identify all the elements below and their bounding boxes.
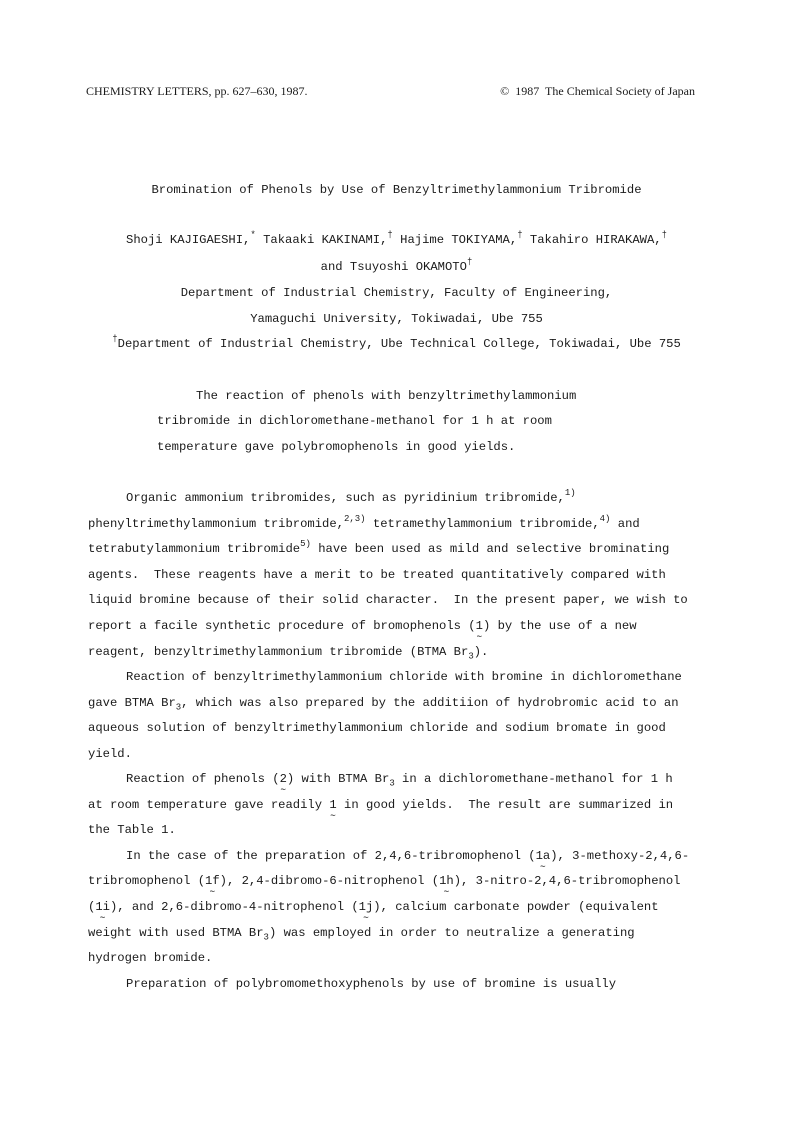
body-line (88, 926, 635, 943)
author-line-2 (0, 256, 793, 274)
compound-number: 1a ∼ (536, 849, 551, 863)
body-text: ) was employed in order to neutralize a generating (268, 926, 635, 940)
affiliation-1-line-1: Department of Industrial Chemistry, Faculty of Engineering, (180, 286, 613, 300)
body-line (88, 900, 659, 914)
affiliation-mark: † (517, 229, 523, 240)
body-line (88, 798, 673, 812)
body-text: ), 3-methoxy-2,4,6- (550, 849, 690, 863)
subscript: 3 (175, 702, 182, 713)
body-text: ( (88, 900, 96, 914)
body-text: Reaction of phenols ( (126, 772, 280, 786)
body-text: ), and 2,6-dibromo-4-nitrophenol ( (109, 900, 359, 914)
compound-number: 1h ∼ (439, 874, 454, 888)
author-name: Hajime TOKIYAMA, (400, 233, 518, 247)
paper-title: Bromination of Phenols by Use of Benzyltrimethylammonium Tribromide (151, 183, 642, 197)
author-name: and Tsuyoshi OKAMOTO (320, 260, 467, 274)
affiliation-mark: † (387, 229, 393, 240)
body-text: ) with BTMA Br (286, 772, 390, 786)
body-line (88, 645, 489, 662)
body-line: agents. These reagents have a merit to be treated quantitatively compared with (88, 568, 666, 582)
body-text: in a dichloromethane-methanol for 1 h (394, 772, 673, 786)
reference-mark: 5) (300, 538, 311, 549)
body-line (126, 772, 673, 789)
body-text: ), 3-nitro-2,4,6-tribromophenol (453, 874, 681, 888)
body-line (88, 513, 640, 531)
body-line (88, 538, 670, 556)
reference-mark: 2,3) (343, 513, 366, 524)
copyright-notice: © 1987 The Chemical Society of Japan (500, 84, 695, 98)
journal-citation: CHEMISTRY LETTERS, pp. 627–630, 1987. (86, 84, 308, 98)
body-text: in good yields. The result are summarized in (336, 798, 674, 812)
body-text: ). (473, 645, 489, 659)
body-line (126, 487, 576, 505)
affiliation-mark: † (466, 256, 473, 267)
author-name: Shoji KAJIGAESHI, (126, 233, 251, 247)
body-text: ), calcium carbonate powder (equivalent (373, 900, 659, 914)
compound-number: 1 ∼ (476, 619, 483, 633)
body-line (88, 696, 679, 713)
compound-number: 1j ∼ (359, 900, 374, 914)
body-text: weight with used BTMA Br (88, 926, 264, 940)
abstract-line: temperature gave polybromophenols in good yields. (157, 440, 516, 454)
body-line: the Table 1. (88, 823, 176, 837)
body-text: have been used as mild and selective brominating (310, 542, 670, 556)
body-text: gave BTMA Br (88, 696, 176, 710)
affiliation-1-line-2: Yamaguchi University, Tokiwadai, Ube 755 (250, 312, 543, 326)
author-line-1 (0, 229, 793, 247)
body-text: tetramethylammonium tribromide, (365, 517, 600, 531)
body-text: , which was also prepared by the additiion of hydrobromic acid to an (181, 696, 679, 710)
body-line (88, 619, 637, 633)
affiliation-mark: † (112, 333, 118, 344)
body-line (88, 874, 680, 888)
body-line: aqueous solution of benzyltrimethylammonium chloride and sodium bromate in good (88, 721, 666, 735)
abstract-line: tribromide in dichloromethane-methanol for 1 h at room (157, 414, 552, 428)
subscript: 3 (263, 932, 269, 943)
body-line (126, 849, 689, 863)
affiliation-mark: † (661, 229, 667, 240)
abstract-line: The reaction of phenols with benzyltrimethylammonium (196, 389, 577, 403)
reference-mark: 1) (564, 487, 576, 498)
subscript: 3 (468, 651, 474, 662)
body-text: at room temperature gave readily (88, 798, 330, 812)
subscript: 3 (389, 778, 395, 789)
body-text: phenyltrimethylammonium tribromide, (88, 517, 344, 531)
body-text: and (610, 517, 640, 531)
body-text: Organic ammonium tribromides, such as pyridinium tribromide, (126, 491, 565, 505)
author-name: Takahiro HIRAKAWA, (529, 233, 662, 247)
body-text: In the case of the preparation of 2,4,6-tribromophenol ( (126, 849, 536, 863)
affiliation-2-text: Department of Industrial Chemistry, Ube Technical College, Tokiwadai, Ube 755 (117, 337, 681, 351)
compound-number: 1i ∼ (95, 900, 110, 914)
reference-mark: 4) (599, 513, 611, 524)
body-text: ), 2,4-dibromo-6-nitrophenol ( (219, 874, 440, 888)
body-text: reagent, benzyltrimethylammonium tribromide (BTMA Br (88, 645, 469, 659)
body-text: tribromophenol ( (88, 874, 206, 888)
compound-number: 2 ∼ (280, 772, 287, 786)
body-line: Preparation of polybromomethoxyphenols by use of bromine is usually (126, 977, 617, 991)
compound-number: 1f ∼ (205, 874, 220, 888)
body-text: ) by the use of a new (482, 619, 637, 633)
body-text: tetrabutylammonium tribromide (88, 542, 301, 556)
compound-number: 1 ∼ (329, 798, 336, 812)
affiliation-2 (0, 333, 793, 351)
body-text: report a facile synthetic procedure of bromophenols ( (88, 619, 476, 633)
corresponding-author-mark: * (250, 229, 256, 240)
body-line: Reaction of benzyltrimethylammonium chloride with bromine in dichloromethane (126, 670, 682, 684)
body-line: hydrogen bromide. (88, 951, 213, 965)
author-name: Takaaki KAKINAMI, (263, 233, 388, 247)
body-line: yield. (88, 747, 132, 761)
body-line: liquid bromine because of their solid character. In the present paper, we wish to (88, 593, 688, 607)
